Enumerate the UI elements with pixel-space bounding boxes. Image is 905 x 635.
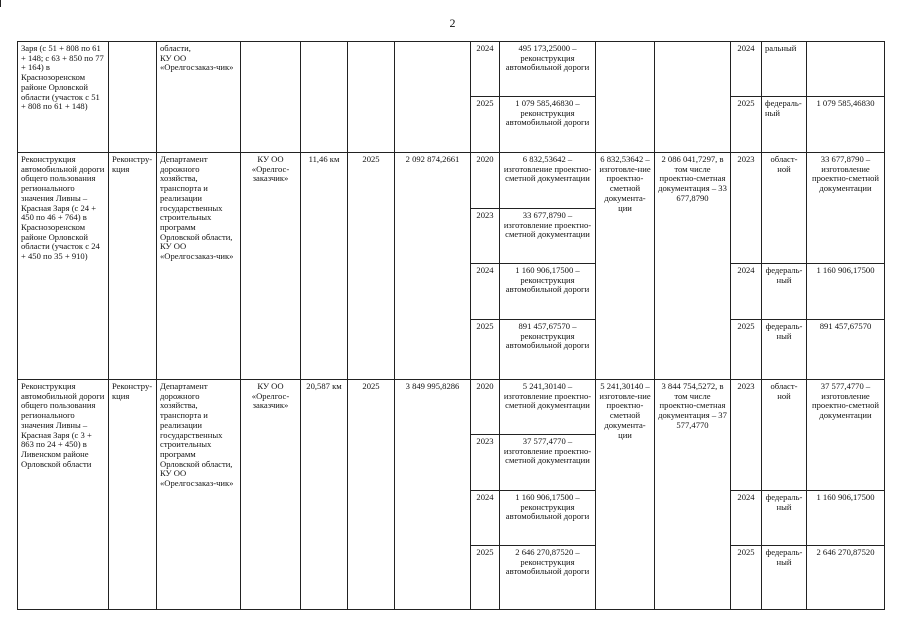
- row-amount: 33 677,8790 – изготовление проектно-сметной документации: [500, 209, 596, 264]
- fin-year: 2024: [731, 264, 762, 320]
- fin-amount: [807, 42, 885, 97]
- table-row: [18, 42, 885, 97]
- fin-amount: 1 160 906,17500: [807, 264, 885, 320]
- project-name: Заря (с 51 + 808 по 61 + 148; с 63 + 850 по 77 + 164) в Краснозоренском районе Орловской области (участок с 51 + 808 по 61 + 148): [18, 42, 109, 153]
- row-year: 2024: [471, 42, 500, 97]
- fin-year: 2024: [731, 491, 762, 546]
- project-length: 11,46 км: [301, 153, 348, 380]
- project-developer: КУ ОО «Орелгос-заказчик»: [241, 153, 301, 380]
- fin-budget: федераль-ный: [762, 491, 807, 546]
- fin-budget: област-ной: [762, 380, 807, 491]
- row-amount: 495 173,25000 – реконструкция автомобильной дороги: [500, 42, 596, 97]
- project-length: [301, 42, 348, 153]
- fin-amount: 891 457,67570: [807, 320, 885, 380]
- project-developer: КУ ОО «Орелгос-заказчик»: [241, 380, 301, 610]
- fin-budget: федераль-ный: [762, 264, 807, 320]
- project-cost: [395, 42, 471, 153]
- project-developer: [241, 42, 301, 153]
- fin-year: 2024: [731, 42, 762, 97]
- row-amount: 1 079 585,46830 – реконструкция автомобильной дороги: [500, 97, 596, 153]
- row-amount: 5 241,30140 – изготовление проектно-сметной документации: [500, 380, 596, 435]
- project-year-end: [348, 42, 395, 153]
- project-customer: Департамент дорожного хозяйства, транспорта и реализации государственных строительных программ Орловской области, КУ ОО «Орелгосзаказ-чик»: [157, 380, 241, 610]
- fin-year: 2025: [731, 546, 762, 610]
- incl-total: 2 086 041,7297, в том числе проектно-сметная документация – 33 677,8790: [655, 153, 731, 380]
- row-amount: 37 577,4770 – изготовление проектно-сметной документации: [500, 435, 596, 491]
- fin-amount: 1 079 585,46830: [807, 97, 885, 153]
- row-year: 2020: [471, 153, 500, 209]
- row-year: 2023: [471, 435, 500, 491]
- design-total: [596, 42, 655, 153]
- project-year-end: 2025: [348, 380, 395, 610]
- row-year: 2023: [471, 209, 500, 264]
- fin-year: 2023: [731, 380, 762, 491]
- project-type: [109, 42, 157, 153]
- row-amount: 1 160 906,17500 – реконструкция автомобильной дороги: [500, 491, 596, 546]
- project-name: Реконструкция автомобильной дороги общего пользования регионального значения Ливны – Красная Заря (с 24 + 450 по 46 + 764) в Краснозоренском районе Орловской области (участок с 24 + 450 по 35 + 910): [18, 153, 109, 380]
- table-row: [18, 153, 885, 209]
- project-name: Реконструкция автомобильной дороги общего пользования регионального значения Ливны – Красная Заря (с 3 + 863 по 24 + 450) в Ливенском районе Орловской области: [18, 380, 109, 610]
- row-year: 2024: [471, 264, 500, 320]
- incl-total: 3 844 754,5272, в том числе проектно-сметная документация – 37 577,4770: [655, 380, 731, 610]
- corner-mark: [0, 0, 1, 7]
- fin-amount: 33 677,8790 – изготовление проектно-сметной документации: [807, 153, 885, 264]
- row-amount: 1 160 906,17500 – реконструкция автомобильной дороги: [500, 264, 596, 320]
- fin-budget: федераль-ный: [762, 97, 807, 153]
- project-year-end: 2025: [348, 153, 395, 380]
- fin-budget: федераль-ный: [762, 320, 807, 380]
- design-total: 5 241,30140 – изготовле-ние проектно-сметной документа-ции: [596, 380, 655, 610]
- projects-table: [17, 41, 885, 610]
- project-cost: 3 849 995,8286: [395, 380, 471, 610]
- project-type: Реконстру-кция: [109, 380, 157, 610]
- row-amount: 6 832,53642 – изготовление проектно-сметной документации: [500, 153, 596, 209]
- incl-total: [655, 42, 731, 153]
- row-year: 2024: [471, 491, 500, 546]
- page-number: 2: [449, 16, 456, 30]
- project-cost: 2 092 874,2661: [395, 153, 471, 380]
- row-year: 2025: [471, 320, 500, 380]
- project-type: Реконстру-кция: [109, 153, 157, 380]
- fin-year: 2025: [731, 97, 762, 153]
- table-row: [18, 380, 885, 435]
- fin-amount: 1 160 906,17500: [807, 491, 885, 546]
- row-year: 2020: [471, 380, 500, 435]
- project-customer: Департамент дорожного хозяйства, транспорта и реализации государственных строительных программ Орловской области, КУ ОО «Орелгосзаказ-чик»: [157, 153, 241, 380]
- design-total: 6 832,53642 – изготовле-ние проектно-сметной документа-ции: [596, 153, 655, 380]
- fin-year: 2025: [731, 320, 762, 380]
- row-year: 2025: [471, 97, 500, 153]
- row-amount: 2 646 270,87520 – реконструкция автомобильной дороги: [500, 546, 596, 610]
- row-year: 2025: [471, 546, 500, 610]
- project-length: 20,587 км: [301, 380, 348, 610]
- fin-budget: федераль-ный: [762, 546, 807, 610]
- fin-year: 2023: [731, 153, 762, 264]
- row-amount: 891 457,67570 – реконструкция автомобильной дороги: [500, 320, 596, 380]
- fin-budget: област-ной: [762, 153, 807, 264]
- fin-budget: ральный: [762, 42, 807, 97]
- project-customer: области, КУ ОО «Орелгосзаказ-чик»: [157, 42, 241, 153]
- fin-amount: 37 577,4770 – изготовление проектно-сметной документации: [807, 380, 885, 491]
- fin-amount: 2 646 270,87520: [807, 546, 885, 610]
